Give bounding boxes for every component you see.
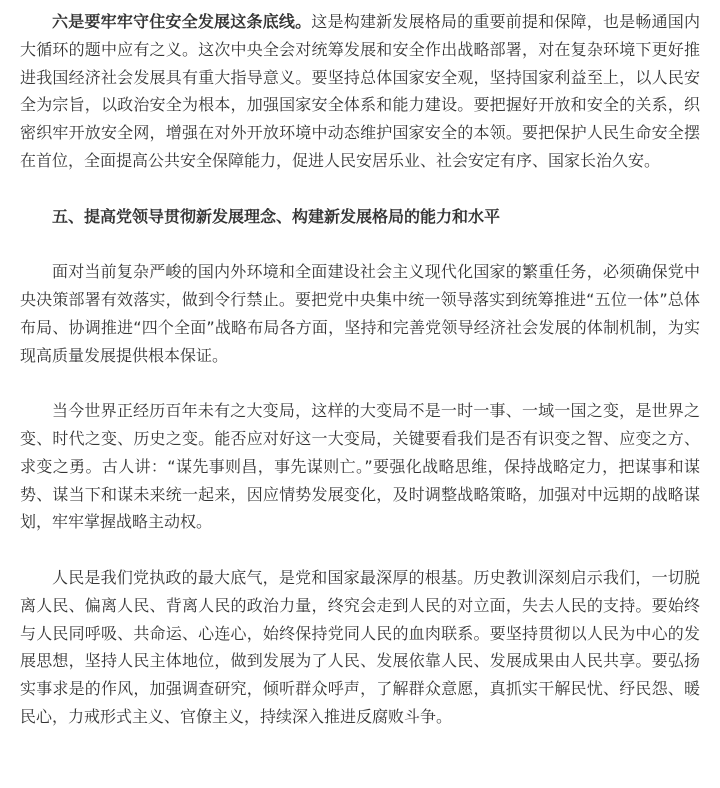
paragraph-spacer: [20, 175, 700, 203]
paragraph-spacer: [20, 369, 700, 397]
article-body: [20, 8, 700, 731]
paragraph-text: 这是构建新发展格局的重要前提和保障，也是畅通国内大循环的题中应有之义。这次中央全会对统筹发展和安全作出战略部署，对在复杂环境下更好推进我国经济社会发展具有重大指导意义。要坚持总体国家安全观，坚持国家利益至上，以人民安全为宗旨，以政治安全为根本，加强国家安全体系和能力建设。要把握好开放和安全的关系，织密织牢开放安全网，增强在对外开放环境中动态维护国家安全的本领。要把保护人民生命安全摆在首位，全面提高公共安全保障能力，促进人民安居乐业、社会安定有序、国家长治久安。: [20, 12, 700, 170]
paragraph-spacer: [20, 536, 700, 564]
paragraph-world-change: 当今世界正经历百年未有之大变局，这样的大变局不是一时一事、一域一国之变，是世界之变、时代之变、历史之变。能否应对好这一大变局，关键要看我们是否有识变之智、应变之方、求变之勇。古人讲：“谋先事则昌，事先谋则亡。”要强化战略思维，保持战略定力，把谋事和谋势、谋当下和谋未来统一起来，因应情势发展变化，及时调整战略策略，加强对中远期的战略谋划，牢牢掌握战略主动权。: [20, 401, 700, 532]
section-heading: 五、提高党领导贯彻新发展理念、构建新发展格局的能力和水平: [52, 206, 501, 226]
paragraph-security: [20, 8, 700, 175]
paragraph-people: 人民是我们党执政的最大底气，是党和国家最深厚的根基。历史教训深刻启示我们，一切脱离人民、偏离人民、背离人民的政治力量，终究会走到人民的对立面，失去人民的支持。要始终与人民同呼吸、共命运、心连心，始终保持党同人民的血肉联系。要坚持贯彻以人民为中心的发展思想，坚持人民主体地位，做到发展为了人民、发展依靠人民、发展成果由人民共享。要弘扬实事求是的作风，加强调查研究，倾听群众呼声，了解群众意愿，真抓实干解民忧、纾民怨、暖民心，力戒形式主义、官僚主义，持续深入推进反腐败斗争。: [20, 567, 700, 726]
paragraph-party-leadership: 面对当前复杂严峻的国内外环境和全面建设社会主义现代化国家的繁重任务，必须确保党中央决策部署有效落实，做到令行禁止。要把党中央集中统一领导落实到统筹推进“五位一体”总体布局、协调推进“四个全面”战略布局各方面，坚持和完善党领导经济社会发展的体制机制，为实现高质量发展提供根本保证。: [20, 262, 700, 365]
paragraph-spacer: [20, 230, 700, 258]
paragraph-lead-bold: 六是要牢牢守住安全发展这条底线。: [52, 12, 312, 31]
